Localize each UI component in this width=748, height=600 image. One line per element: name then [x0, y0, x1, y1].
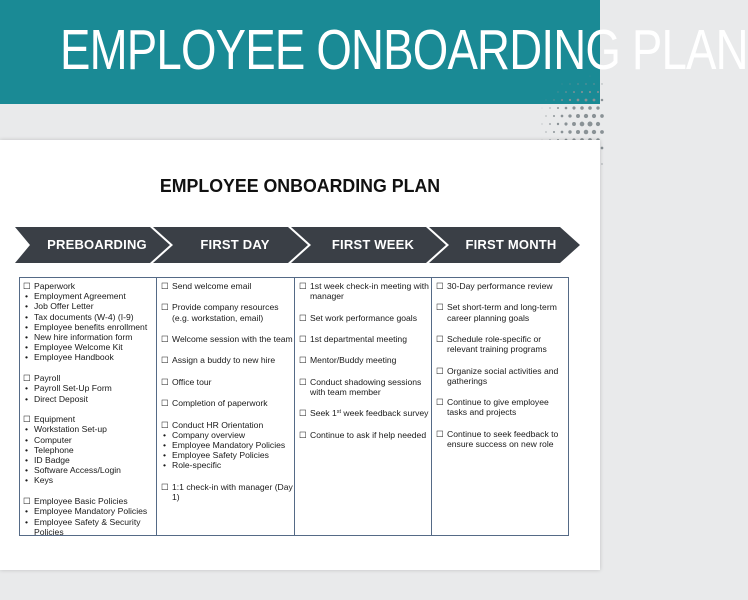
task-line [299, 408, 430, 418]
preboarding-column [23, 281, 155, 538]
task-subitem: • Company overview [161, 430, 293, 440]
halftone-dot [589, 91, 591, 93]
halftone-dot [542, 124, 543, 125]
task-line [161, 334, 293, 344]
checkbox-icon: ☐ [23, 281, 31, 291]
checklist-subitem: • Employee Handbook [23, 352, 155, 362]
checkbox-icon: ☐ [161, 419, 169, 430]
checkbox-icon: ☐ [436, 365, 444, 376]
checkbox-icon: ☐ [436, 428, 444, 439]
task-line [436, 302, 568, 322]
checkbox-icon: ☐ [436, 302, 444, 313]
halftone-dot [596, 122, 600, 126]
task-line [299, 430, 430, 440]
halftone-dot [545, 115, 546, 116]
task-subitem: • Employee Safety Policies [161, 450, 293, 460]
halftone-dot [545, 131, 546, 132]
column-divider [431, 278, 432, 535]
halftone-dot [580, 106, 584, 110]
checkbox-icon: ☐ [161, 481, 169, 492]
halftone-dot [601, 83, 602, 84]
checklist-group-title [23, 281, 155, 291]
halftone-dot [601, 99, 604, 102]
halftone-dot [600, 114, 604, 118]
halftone-dot [562, 84, 563, 85]
checkbox-icon: ☐ [299, 312, 307, 323]
checkbox-icon: ☐ [23, 414, 31, 425]
first-week-column [299, 281, 430, 538]
halftone-dot [576, 130, 580, 134]
task-line [299, 281, 430, 301]
halftone-dot [584, 114, 588, 118]
checkbox-icon: ☐ [436, 333, 444, 344]
stage-label-first-day: FIRST DAY [200, 237, 270, 252]
task-line [299, 334, 430, 344]
halftone-dot [600, 130, 604, 134]
task-text: 1st departmental meeting [310, 333, 407, 344]
halftone-dot [572, 106, 575, 109]
halftone-dot [557, 107, 559, 109]
task-text: Send welcome email [172, 281, 252, 291]
halftone-dot [593, 83, 594, 84]
task-line [436, 281, 568, 291]
group-title-text: Paperwork [34, 281, 76, 291]
checklist-subitem: • Tax documents (W-4) (I-9) [23, 312, 155, 322]
checkbox-icon: ☐ [23, 496, 31, 507]
task-item [436, 429, 568, 449]
column-divider [156, 278, 157, 535]
task-line [299, 377, 430, 397]
checkbox-icon: ☐ [299, 281, 307, 291]
task-item [161, 334, 293, 344]
halftone-dot [601, 163, 602, 164]
halftone-dot [577, 99, 580, 102]
task-item [161, 302, 293, 322]
task-text: Schedule role-specific or relevant training programs [447, 333, 547, 355]
task-text: 30-Day performance review [447, 281, 553, 291]
group-title-text: Payroll [34, 373, 61, 384]
task-item [436, 397, 568, 417]
checkbox-icon: ☐ [161, 302, 169, 313]
checkbox-icon: ☐ [436, 281, 444, 291]
checkbox-icon: ☐ [299, 333, 307, 344]
halftone-dot [549, 107, 550, 108]
halftone-dot [557, 123, 559, 125]
checklist-group-title [23, 496, 155, 506]
halftone-dot [569, 99, 571, 101]
halftone-dot [565, 91, 567, 93]
task-text [310, 408, 428, 418]
halftone-dot [597, 91, 599, 93]
checklist-group [23, 281, 155, 363]
halftone-dot [585, 99, 588, 102]
task-text: Continue to ask if help needed [310, 429, 427, 440]
halftone-dot [561, 99, 563, 101]
checklist-subitem: • Employee benefits enrollment [23, 322, 155, 332]
checkbox-icon: ☐ [436, 397, 444, 408]
checklist-subitem: • Software Access/Login [23, 465, 155, 475]
halftone-dot [601, 147, 604, 150]
task-text: Mentor/Buddy meeting [310, 355, 397, 366]
halftone-dot [596, 106, 599, 109]
halftone-dot [569, 83, 570, 84]
ordinal-suffix: st [336, 409, 342, 416]
halftone-dot [580, 122, 585, 127]
task-item [161, 398, 293, 408]
halftone-dot [553, 131, 555, 133]
task-text: 1st week check-in meeting with manager [310, 281, 429, 302]
task-text: Set short-term and long-term career planning goals [447, 302, 557, 323]
checklist-group [23, 496, 155, 537]
halftone-dot [585, 83, 586, 84]
task-line [161, 420, 293, 430]
task-subitem: • Employee Mandatory Policies [161, 440, 293, 450]
task-item [299, 281, 430, 301]
checklist-group [23, 414, 155, 485]
halftone-dot [549, 123, 551, 125]
task-item [436, 334, 568, 354]
halftone-dot [568, 130, 571, 133]
task-item [299, 355, 430, 365]
checklist-group [23, 373, 155, 404]
banner-title: EMPLOYEE ONBOARDING PLAN [60, 18, 748, 82]
checklist-group-title [23, 373, 155, 383]
task-line [299, 313, 430, 323]
checkbox-icon: ☐ [299, 429, 307, 440]
column-divider [294, 278, 295, 535]
task-text: Set work performance goals [310, 312, 417, 323]
task-item [161, 355, 293, 365]
halftone-dot [561, 115, 564, 118]
checkbox-icon: ☐ [161, 355, 169, 366]
checklist-subitem: • New hire information form [23, 332, 155, 342]
task-item [161, 420, 293, 471]
task-item [161, 482, 293, 502]
halftone-dot [576, 114, 580, 118]
task-item [436, 281, 568, 291]
task-line [161, 302, 293, 322]
checkbox-icon: ☐ [161, 281, 169, 291]
halftone-dot [588, 122, 593, 127]
task-subitem: • Role-specific [161, 460, 293, 470]
task-line [436, 397, 568, 417]
halftone-dot [546, 100, 547, 101]
task-line [161, 398, 293, 408]
stage-label-first-month: FIRST MONTH [465, 237, 557, 252]
task-item [436, 302, 568, 322]
task-line [161, 377, 293, 387]
task-text: Completion of paperwork [172, 398, 268, 409]
task-text: Continue to seek feedback to ensure success on new role [447, 428, 559, 449]
task-item [299, 334, 430, 344]
halftone-dot [581, 91, 583, 93]
task-item [436, 366, 568, 386]
task-text: 1:1 check-in with manager (Day 1) [172, 481, 293, 502]
task-text: Provide company resources (e.g. workstation, email) [172, 302, 279, 323]
checklist-subitem: • Payroll Set-Up Form [23, 383, 155, 393]
checkbox-icon: ☐ [161, 376, 169, 387]
group-title-text: Employee Basic Policies [34, 496, 128, 507]
halftone-dot [573, 91, 575, 93]
halftone-dot [593, 99, 596, 102]
first-month-column [436, 281, 568, 538]
halftone-dot [592, 114, 596, 118]
task-text-part: Seek 1 [310, 408, 337, 419]
checklist-subitem: • Computer [23, 435, 155, 445]
task-item [299, 313, 430, 323]
halftone-dot [565, 107, 568, 110]
task-line [161, 482, 293, 502]
group-title-text: Equipment [34, 414, 76, 425]
task-line [436, 334, 568, 354]
checklist-subitem: • Telephone [23, 445, 155, 455]
checklist-subitem: • Employee Welcome Kit [23, 342, 155, 352]
checkbox-icon: ☐ [161, 398, 169, 409]
halftone-dot [592, 130, 596, 134]
task-item [161, 377, 293, 387]
checklist-subitem: • Employee Mandatory Policies [23, 506, 155, 516]
checklist-subitem: • Job Offer Letter [23, 301, 155, 311]
task-text: Assign a buddy to new hire [172, 355, 276, 366]
task-text: Welcome session with the team [172, 333, 293, 344]
task-text: Conduct shadowing sessions with team member [310, 376, 422, 397]
halftone-dot [553, 115, 555, 117]
checklist-subitem: • Workstation Set-up [23, 424, 155, 434]
task-item [299, 377, 430, 397]
halftone-dot [557, 91, 558, 92]
task-item [299, 408, 430, 418]
task-line [161, 355, 293, 365]
task-item [299, 430, 430, 440]
task-line [299, 355, 430, 365]
checkbox-icon: ☐ [299, 408, 307, 419]
stage-label-preboarding: PREBOARDING [47, 237, 147, 252]
halftone-dot [590, 76, 591, 77]
halftone-dot [553, 99, 554, 100]
checklist-group-title [23, 414, 155, 424]
task-item [161, 281, 293, 291]
checkbox-icon: ☐ [299, 376, 307, 387]
halftone-dot [542, 108, 543, 109]
task-text-part: week feedback survey [341, 408, 429, 419]
checklist-subitem: • Keys [23, 475, 155, 485]
checklist-subitem: • Employment Agreement [23, 291, 155, 301]
task-line [436, 366, 568, 386]
task-text: Continue to give employee tasks and projects [447, 397, 549, 418]
first-day-column [161, 281, 293, 538]
halftone-dot [561, 131, 564, 134]
halftone-dot [568, 114, 571, 117]
checklist-subitem: • ID Badge [23, 455, 155, 465]
checklist-subitem: • Direct Deposit [23, 394, 155, 404]
stage-label-first-week: FIRST WEEK [331, 237, 415, 252]
halftone-dot [564, 122, 567, 125]
halftone-dot [577, 83, 578, 84]
task-text: Organize social activities and gatherings [447, 365, 559, 386]
document-title: EMPLOYEE ONBOARDING PLAN [159, 175, 441, 196]
halftone-dot [572, 122, 576, 126]
onboarding-table [19, 277, 569, 536]
task-line [436, 429, 568, 449]
task-text: Conduct HR Orientation [172, 419, 264, 430]
checkbox-icon: ☐ [161, 333, 169, 344]
halftone-dot [584, 130, 589, 135]
checkbox-icon: ☐ [23, 373, 31, 384]
checkbox-icon: ☐ [299, 355, 307, 366]
checklist-subitem: • Employee Safety & Security Policies [23, 517, 155, 537]
halftone-dot [588, 106, 592, 110]
task-text: Office tour [172, 376, 212, 387]
task-line [161, 281, 293, 291]
banner [0, 0, 748, 104]
